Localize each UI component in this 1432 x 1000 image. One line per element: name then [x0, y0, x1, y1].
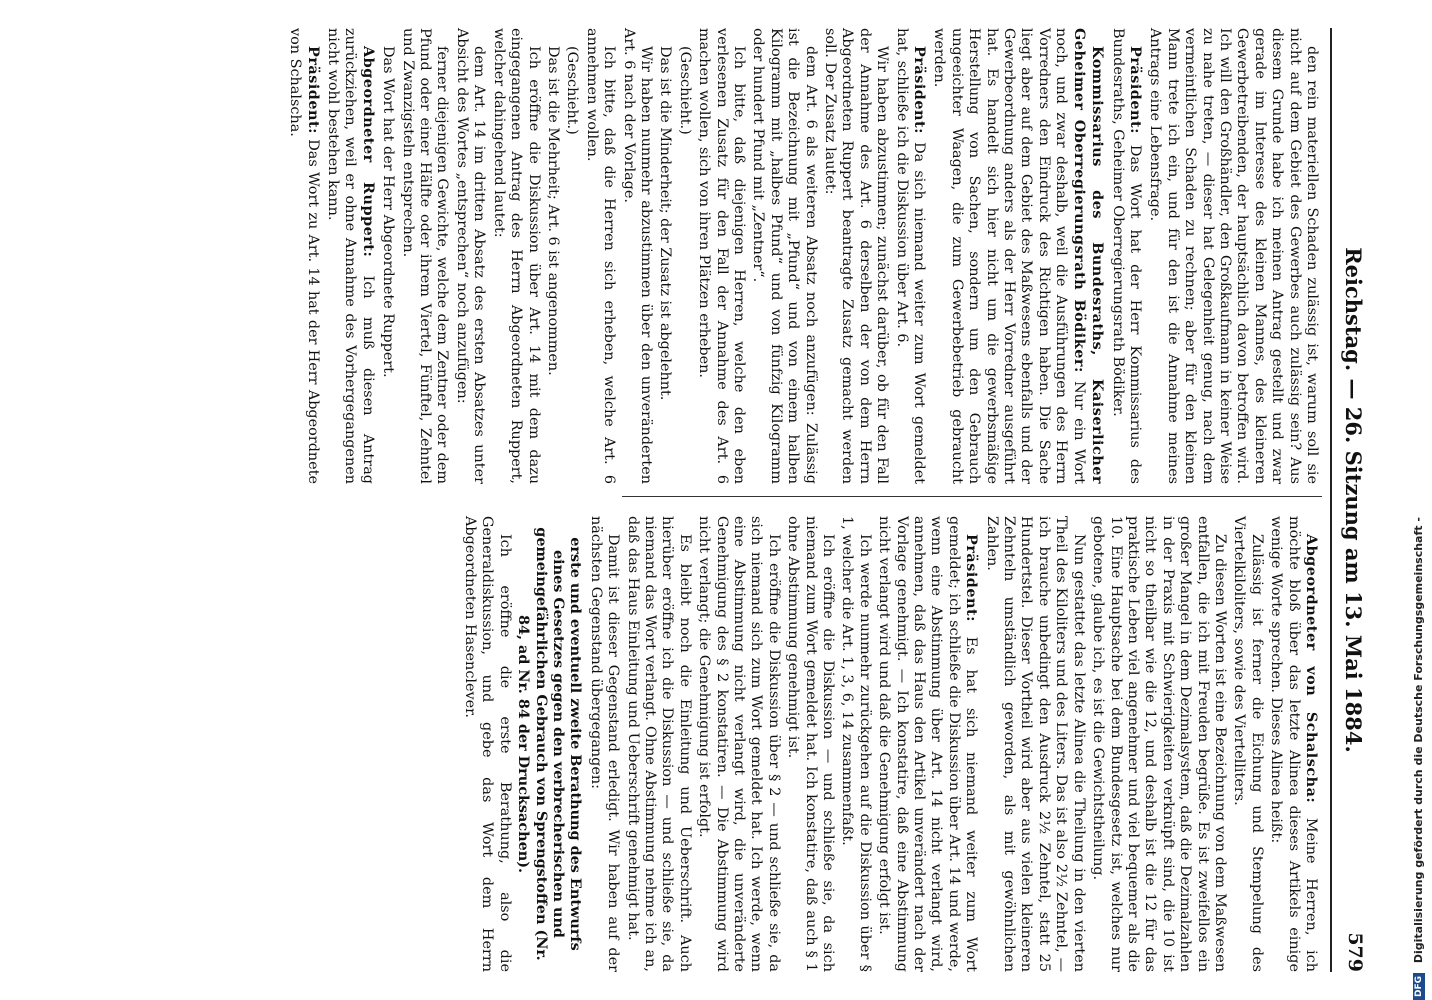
- paragraph: [286, 28, 322, 484]
- paragraph-text: Das Wort hat der Herr Abgeordnete Ruppert.: [380, 46, 397, 378]
- paragraph: [582, 28, 617, 484]
- footer-text: Digitalisierung gefördert durch die Deutsche Forschungsgemeinschaft -: [1412, 517, 1425, 964]
- paragraph: [1146, 28, 1320, 484]
- paragraph-text: (Geschieht.): [676, 46, 693, 135]
- paragraph-text: Da sich niemand weiter zum Wort gemeldet hat, schließe ich die Diskussion über Art. 6.: [893, 28, 928, 484]
- paragraph-text: Ich bitte, daß diejenigen Herren, welche den eben verlesenen Zusatz für den Fall der Annahme des Art. 6 machen wollen, sich von ihren Plätzen erheben.: [696, 28, 747, 484]
- paragraph: [379, 28, 396, 484]
- paragraph: [892, 28, 928, 484]
- paragraph: [623, 516, 693, 972]
- paragraph: [544, 28, 561, 484]
- speaker-name: Präsident:: [963, 534, 981, 622]
- column-divider: [622, 496, 1322, 497]
- paragraph: [930, 28, 1106, 484]
- page-header: [1336, 28, 1366, 972]
- speaker-name: Abgeordneter Ruppert:: [359, 46, 377, 258]
- paragraph: [489, 28, 541, 484]
- paragraph: [675, 28, 692, 484]
- speaker-name: Präsident:: [911, 46, 929, 134]
- paragraph: [695, 516, 782, 972]
- paragraph-text: Zu diesen Worten ist eine Bezeichnung von dem Maßwesen entfallen, die ich mit Freuden begrüße. Es ist zweifellos ein großer Mangel in dem Dezimalsystem, daß die Dezimalzahlen in der Praxis mit Schwierigkeiten verknüpft sind, die 10 ist nicht so theilbar wie die 12, und deshalb ist die 12 für das praktische Leben viel angenehmer und viel bequemer als die 10. Eine Hauptsache bei dem Bundesgesetz ist, welches nur gebotene, glaube ich, es ist die Gewichtstheilung.: [1090, 516, 1228, 972]
- paragraph: [1267, 516, 1320, 972]
- paragraph-text: Nur ein Wort noch, und zwar deshalb, weil die Ausführungen des Herrn Vorredners den Eindruck des Richtigen haben. Die Sache liegt aber auf dem Gebiet des Maßwesens ebenfalls und der Gewerbeordnung anders als der Herr Vorredner ausgeführt hat. Es handelt sich hier nicht um die gewerbsmäßige Herstellung von Sachen, sondern um den Gebrauch ungeeichter Waagen, die zum Gewerbebetrieb gebraucht werden.: [931, 28, 1087, 484]
- paragraph: [586, 516, 621, 972]
- header-rule: [1330, 28, 1332, 972]
- right-text-column: [459, 516, 1321, 972]
- paragraph-text: dem Art. 6 als weiteren Absatz noch anzufügen: Zulässig ist die Bezeichnung mit „Pfund“ und von einem halben Kilogramm mit „halbes Pfund“ und von fünfzig Kilogramm oder hundert Pfund mit „Zentner“.: [750, 28, 819, 484]
- paragraph-text: Meine Herren, ich möchte bloß über das letzte Alinea dieses Artikels einige wenige Worte sprechen. Dieses Alinea heißt:: [1268, 516, 1319, 973]
- paragraph-text: ferner diejenigen Gewichte, welche dem Zentner oder dem Pfund oder einer Hälfte oder ihrem Viertel, Fünftel, Zehntel und Zwanzigsteln entsprechen.: [399, 28, 451, 484]
- paragraph-text: Das ist die Minderheit; der Zusatz ist abgelehnt.: [657, 46, 674, 401]
- paragraph-text: Das ist die Mehrheit; Art. 6 ist angenommen.: [544, 46, 561, 376]
- paragraph: [1230, 516, 1265, 972]
- paragraph: [398, 28, 450, 484]
- paragraph: [619, 28, 654, 484]
- paragraph-text: Es bleibt noch die Einleitung und Ueberschrift. Auch hierüber eröffne ich die Diskussion — und schließe sie, da niemand das Wort verlangt. Ohne Abstimmung nehme ich an, daß das Haus Einleitung und Ueberschrift genehmigt hat.: [624, 516, 693, 972]
- paragraph: [453, 28, 488, 484]
- paragraph-text: Ich muß diesen Antrag zurückziehen, weil er ohne Annahme des Vorhergegangenen nicht wohl bestehen kann.: [325, 28, 376, 484]
- paragraph: [515, 516, 585, 972]
- speaker-name: Präsident:: [1126, 46, 1144, 134]
- paragraph: [1108, 28, 1144, 484]
- paragraph: [324, 28, 377, 484]
- page-number: 579: [1344, 932, 1366, 972]
- paragraph-text: Ich werde nunmehr zurückgehen auf die Diskussion über § 1, welcher die Art. 1, 3, 6, 14 zusammenfaßt.: [839, 516, 873, 972]
- paragraph-text: Ich bitte, daß die Herren sich erheben, welche Art. 6 annehmen wollen.: [583, 28, 618, 484]
- paragraph-text: Wir haben nunmehr abzustimmen über den unveränderten Art. 6 nach der Vorlage.: [620, 28, 654, 484]
- paragraph-text: Das Wort hat der Herr Kommissarius des Bundesraths, Geheimer Oberregierungsrath Bödiker.: [1109, 28, 1143, 485]
- paragraph-text: Ich eröffne die Diskussion — und schließe sie, da sich niemand zum Wort gemeldet hat. Ich konstatire, daß auch § 1 ohne Abstimmung genehmigt ist.: [785, 516, 837, 972]
- left-text-column: [284, 28, 1320, 484]
- speaker-name: Abgeordneter von Schalscha:: [1303, 534, 1320, 804]
- paragraph-text: Damit ist dieser Gegenstand erledigt. Wir haben auf der nächsten Gegenstand übergegangen:: [587, 516, 622, 972]
- paragraph: [838, 516, 873, 972]
- paragraph: [695, 28, 747, 484]
- paragraph-text: Zulässig ist ferner die Eichung und Stempelung des Viertelkiloliters, sowie des Viertelliters.: [1231, 516, 1265, 972]
- paragraph-text: erste und eventuell zweite Berathung des Entwurfs eines Gesetzes gegen den verbrecherischen und gemeingefährlichen Gebrauch von Sprengstoffen (Nr. 84, ad Nr. 84 der Drucksachen).: [515, 527, 585, 961]
- paragraph: [784, 516, 836, 972]
- paragraph-text: Ich eröffne die Diskussion über § 2 — und schließe sie, da sich niemand sich zum Wort gemeldet hat. Ich werde, wenn eine Abstimmung nicht verlangt wird, die unveränderte Genehmigung des § 2 konstatiren. — Die Abstimmung wird nicht verlangt; die Genehmigung ist erfolgt.: [696, 516, 782, 972]
- paragraph: [461, 516, 513, 972]
- paragraph: [749, 28, 819, 484]
- paragraph-text: Ich eröffne die erste Berathung, also die Generaldiskussion, und gebe das Wort dem Herrn Abgeordneten Hasenclever.: [461, 516, 513, 972]
- paragraph-text: Nun gestattet das letzte Alinea die Theilung in den vierten Theil des Kiloliters und des Liters. Das ist also 2½ Zehntel, — ich brauche unbedingt den Ausdruck 2½ Zehntel, statt 25 Hundertstel. Dieser Vortheil wird aber aus vielen kleineren Zehnteln umständlich geworden, als mit gewöhnlichen Zahlen.: [983, 516, 1087, 972]
- paragraph-text: Wir haben abzustimmen; zunächst darüber, ob für den Fall der Annahme des Art. 6 derselben der von dem Herrn Abgeordneten Ruppert beantragte Zusatz gemacht werden soll. Der Zusatz lautet:: [822, 28, 891, 484]
- paragraph: [1089, 516, 1228, 972]
- paragraph-text: Es hat sich niemand weiter zum Wort gemeldet; ich schließe die Diskussion über Art. 14 und werde, wenn eine Abstimmung über Art. 14 nicht verlangt wird, annehmen, daß das Haus den Artikel unverändert nach der Vorlage genehmigt. — Ich konstatire, daß eine Abstimmung nicht verlangt wird und daß die Genehmigung erfolgt ist.: [876, 516, 980, 972]
- paragraph-text: (Geschieht.): [564, 46, 581, 135]
- speaker-name: Präsident:: [304, 46, 322, 134]
- paragraph: [563, 28, 580, 484]
- paragraph: [875, 516, 980, 972]
- page-footer: [1412, 0, 1432, 1000]
- paragraph-text: dem Art. 14 im dritten Absatz des ersten Absatzes unter Absicht des Wortes „entsprechen“ noch anzufügen:: [453, 28, 488, 484]
- dfg-logo-icon: DFG: [1413, 973, 1425, 1000]
- paragraph-text: Das Wort zu Art. 14 hat der Herr Abgeordnete von Schalscha.: [287, 28, 321, 484]
- speaker-name: Kommissarius des Bundesraths, Kaiserlicher Geheimer Oberregierungsrath Bödiker:: [1070, 28, 1107, 484]
- page-header-title: Reichstag. — 26. Sitzung am 13. Mai 1884.: [1341, 247, 1366, 753]
- paragraph-text: Ich eröffne die Diskussion über Art. 14 mit dem dazu eingegangenen Antrag des Herrn Abgeordneten Ruppert, welcher dahingehend lautet:: [490, 28, 542, 484]
- paragraph: [982, 516, 1086, 972]
- paragraph-text: den rein materiellen Schaden zulässig ist, warum soll sie nicht auf dem Gebiet des Gewerbes auch zulässig sein? Aus diesem Grunde habe ich meinen Antrag gestellt und zwar gerade im Interesse des kleinen Mannes, des kleineren Gewerbetreibenden, der hauptsächlich davon betroffen wird. Ich will den Großhändler, den Großkaufmann in keiner Weise zu nahe treten, — dieser hat Gelegenheit genug, nach dem vermeintlichen Schaden zu rechnen; aber für den kleinen Mann trete ich ein, und für den ist die Annahme meines Antrags eine Lebensfrage.: [1147, 28, 1320, 484]
- paragraph: [821, 28, 891, 484]
- paragraph: [656, 28, 673, 484]
